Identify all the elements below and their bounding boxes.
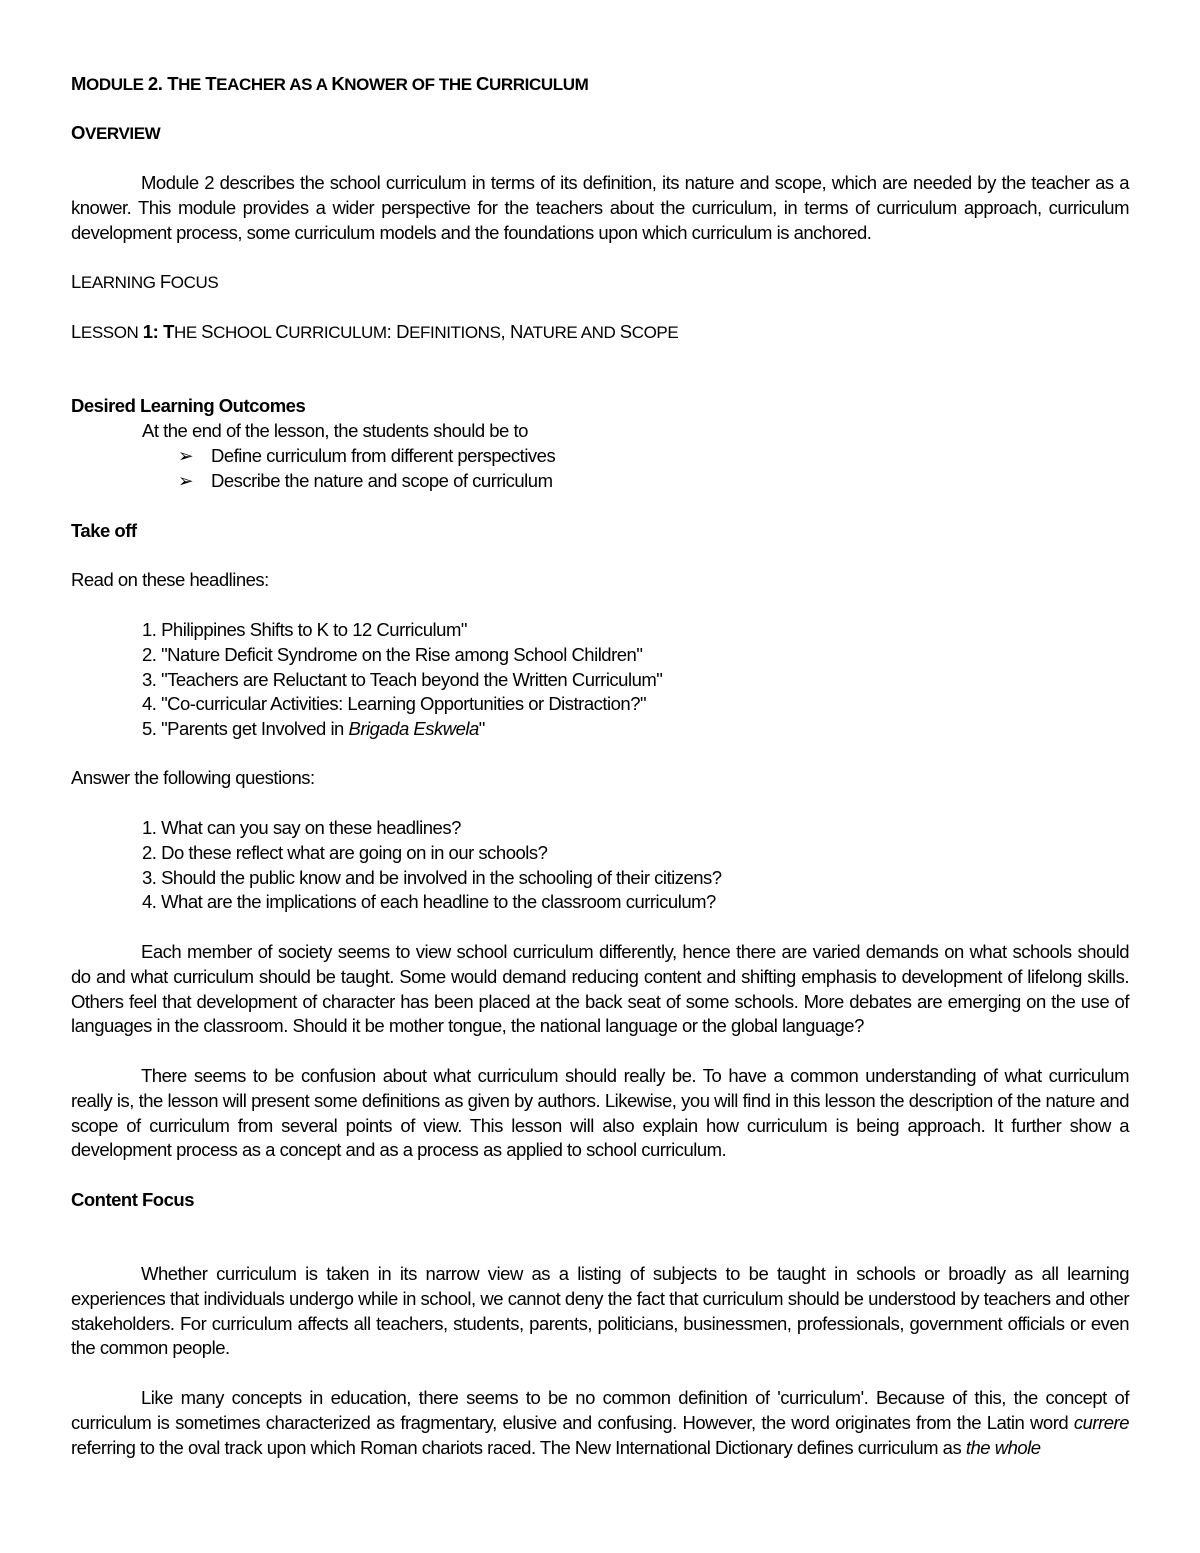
list-item: 2. Do these reflect what are going on in our schools? <box>142 841 548 863</box>
questions-list <box>71 816 722 915</box>
list-item: 4. What are the implications of each headline to the classroom curriculum? <box>142 891 716 913</box>
outcomes-list <box>71 444 555 494</box>
learning-focus-heading: LEARNING FOCUS <box>71 271 219 292</box>
outcomes-heading: Desired Learning Outcomes <box>71 395 306 416</box>
headlines-list <box>71 618 662 742</box>
questions-intro: Answer the following questions: <box>71 767 315 788</box>
curriculum-definition-paragraph: Like many concepts in education, there seems to be no common definition of 'curriculum'. Because of this, the concept of curriculum is sometimes characterized as fragmentary, elusive and confusing. However, the word originates from the Latin word currere referring to the oval track upon which Roman chariots raced. The New International Dictionary defines curriculum as the whole <box>71 1387 1129 1458</box>
list-item: ➢ Describe the nature and scope of curriculum <box>178 469 555 494</box>
confusion-paragraph: There seems to be confusion about what curriculum should really be. To have a common understanding of what curriculum really is, the lesson will present some definitions as given by authors. Likewise, you will find in this lesson the description of the nature and scope of curriculum from several points of view. This lesson will also explain how curriculum is being approach. It further show a development process as a concept and as a process as applied to school curriculum. <box>71 1065 1129 1161</box>
list-item: 5. "Parents get Involved in Brigada Eskwela" <box>142 718 485 740</box>
list-item: 2. "Nature Deficit Syndrome on the Rise among School Children" <box>142 643 643 665</box>
list-item: 1. What can you say on these headlines? <box>142 817 461 838</box>
outcomes-intro: At the end of the lesson, the students should be to <box>142 420 528 441</box>
headlines-intro: Read on these headlines: <box>71 569 269 590</box>
lesson-title: LESSON 1: THE SCHOOL CURRICULUM: DEFINITIONS, NATURE AND SCOPE <box>71 321 679 342</box>
list-item: 3. "Teachers are Reluctant to Teach beyond the Written Curriculum" <box>142 668 663 690</box>
list-item: 4. "Co-curricular Activities: Learning Opportunities or Distraction?" <box>142 693 647 715</box>
arrow-bullet-icon: ➢ <box>178 445 194 466</box>
overview-heading: OVERVIEW <box>71 122 161 143</box>
list-item: 1. Philippines Shifts to K to 12 Curriculum" <box>142 619 467 640</box>
arrow-bullet-icon: ➢ <box>178 469 194 491</box>
content-focus-heading: Content Focus <box>71 1189 194 1210</box>
whether-paragraph: Whether curriculum is taken in its narrow view as a listing of subjects to be taught in schools or broadly as all learning experiences that individuals undergo while in school, we cannot deny the fact that curriculum should be understood by teachers and other stakeholders. For curriculum affects all teachers, students, parents, politicians, businessmen, professionals, government officials or even the common people. <box>71 1263 1129 1359</box>
list-item: ➢ Define curriculum from different perspectives <box>178 444 555 469</box>
module-title: MODULE 2. THE TEACHER AS A KNOWER OF THE CURRICULUM <box>71 73 589 94</box>
list-item: 3. Should the public know and be involved in the schooling of their citizens? <box>142 866 722 888</box>
takeoff-heading: Take off <box>71 520 137 541</box>
society-paragraph: Each member of society seems to view school curriculum differently, hence there are varied demands on what schools should do and what curriculum should be taught. Some would demand reducing content and shifting emphasis to development of lifelong skills. Others feel that development of character has been placed at the back seat of some schools. More debates are emerging on the use of languages in the classroom. Should it be mother tongue, the national language or the global language? <box>71 941 1129 1037</box>
overview-paragraph: Module 2 describes the school curriculum in terms of its definition, its nature and scope, which are needed by the teacher as a knower. This module provides a wider perspective for the teachers about the curriculum, in terms of curriculum approach, curriculum development process, some curriculum models and the foundations upon which curriculum is anchored. <box>71 172 1129 243</box>
